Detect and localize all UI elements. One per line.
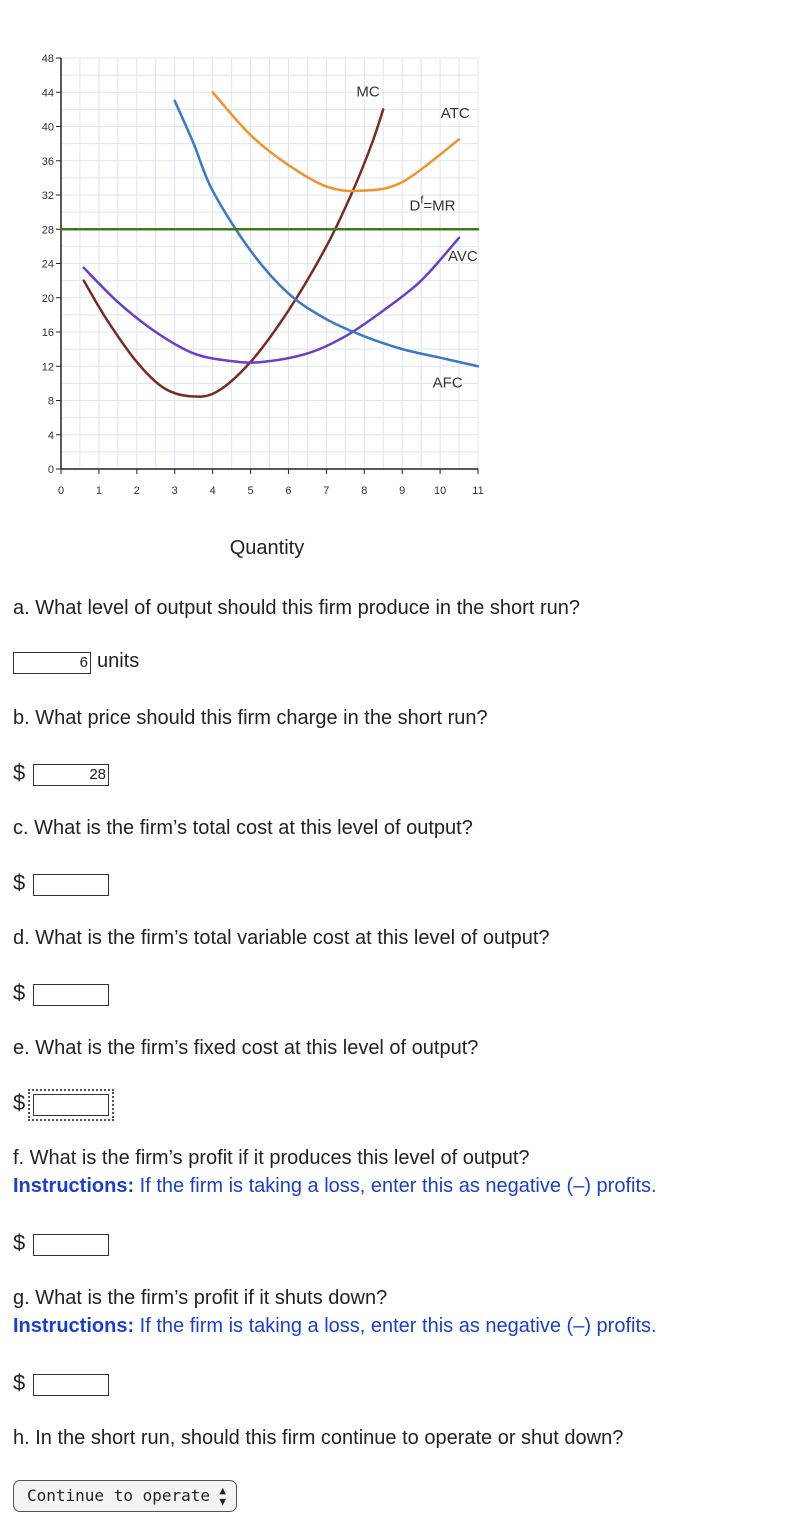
question-d: d. What is the firm’s total variable cost at this level of output? bbox=[13, 927, 550, 949]
question-b: b. What price should this firm charge in the short run? bbox=[13, 707, 488, 729]
answer-row-a bbox=[13, 650, 313, 678]
curve-label-mc: MC bbox=[356, 83, 380, 101]
y-tick-label: 44 bbox=[41, 87, 54, 100]
profit-shutdown-input[interactable] bbox=[33, 1374, 109, 1396]
y-tick-label: 8 bbox=[47, 395, 54, 408]
instructions-text: If the firm is taking a loss, enter this as negative (–) profits. bbox=[134, 1175, 657, 1197]
x-tick-label: 10 bbox=[433, 485, 447, 497]
answer-row-f bbox=[13, 1230, 313, 1258]
cost-curves-chart bbox=[0, 0, 800, 575]
answer-row-g bbox=[13, 1370, 313, 1398]
dollar-sign: $ bbox=[13, 980, 26, 1005]
instructions-label: Instructions: bbox=[13, 1315, 135, 1337]
x-tick-label: 8 bbox=[361, 485, 368, 497]
x-tick-label: 0 bbox=[57, 485, 65, 497]
series-atc bbox=[213, 92, 459, 191]
question-a: a. What level of output should this firm produce in the short run? bbox=[13, 597, 580, 619]
x-tick-label: 7 bbox=[323, 485, 330, 497]
y-tick-label: 24 bbox=[41, 258, 54, 271]
instructions-text: If the firm is taking a loss, enter this as negative (–) profits. bbox=[134, 1315, 657, 1337]
x-tick-label: 11 bbox=[472, 485, 484, 497]
question-f: f. What is the firm’s profit if it produces this level of output? bbox=[13, 1147, 530, 1169]
instructions-f bbox=[13, 1175, 657, 1198]
x-tick-label: 2 bbox=[133, 485, 140, 497]
dollar-sign: $ bbox=[13, 1230, 26, 1255]
answer-row-d bbox=[13, 980, 313, 1008]
dollar-sign: $ bbox=[13, 1370, 26, 1395]
chart-axes bbox=[42, 53, 484, 497]
profit-produce-input[interactable] bbox=[33, 1234, 109, 1256]
total-cost-input[interactable] bbox=[33, 874, 109, 896]
x-tick-label: 1 bbox=[95, 485, 102, 497]
question-h: h. In the short run, should this firm continue to operate or shut down? bbox=[13, 1427, 624, 1449]
y-tick-label: 48 bbox=[41, 53, 54, 65]
series-avc bbox=[84, 238, 459, 363]
y-tick-label: 28 bbox=[41, 224, 54, 237]
question-g: g. What is the firm’s profit if it shuts down? bbox=[13, 1287, 388, 1309]
answer-row-c bbox=[13, 870, 313, 898]
dollar-sign: $ bbox=[13, 870, 26, 895]
curve-label-df-mr: $D^f=MR$ bbox=[409, 194, 456, 215]
curve-label-afc: AFC bbox=[432, 374, 463, 392]
y-tick-label: 36 bbox=[41, 155, 54, 168]
answer-row-b bbox=[13, 760, 313, 788]
y-tick-label: 20 bbox=[41, 292, 54, 305]
x-axis-label: Quantity bbox=[229, 537, 305, 559]
y-tick-label: 40 bbox=[41, 121, 54, 134]
select-arrows-icon: ▲ ▼ bbox=[219, 1484, 226, 1508]
x-tick-label: 3 bbox=[171, 485, 178, 497]
series-mc bbox=[84, 109, 383, 396]
question-c: c. What is the firm’s total cost at this level of output? bbox=[13, 817, 473, 839]
curve-label-atc: ATC bbox=[440, 104, 470, 122]
y-tick-label: 4 bbox=[47, 429, 54, 442]
total-variable-cost-input[interactable] bbox=[33, 984, 109, 1006]
dollar-sign: $ bbox=[13, 1090, 26, 1115]
y-tick-label: 12 bbox=[41, 361, 54, 374]
x-tick-label: 4 bbox=[209, 485, 216, 497]
fixed-cost-input[interactable] bbox=[33, 1094, 109, 1116]
x-tick-label: 6 bbox=[285, 485, 292, 497]
select-value: Continue to operate bbox=[27, 1486, 211, 1505]
price-input[interactable]: 28 bbox=[33, 764, 109, 786]
y-tick-label: 16 bbox=[41, 327, 54, 339]
units-label: units bbox=[97, 650, 140, 672]
instructions-g bbox=[13, 1315, 657, 1338]
curve-label-avc: AVC bbox=[447, 247, 478, 265]
instructions-label: Instructions: bbox=[13, 1175, 135, 1197]
x-tick-label: 9 bbox=[399, 485, 406, 497]
x-tick-label: 5 bbox=[247, 485, 254, 497]
y-tick-label: 32 bbox=[41, 190, 54, 202]
chart-grid bbox=[61, 58, 478, 469]
y-tick-label: 0 bbox=[47, 464, 54, 476]
output-quantity-input[interactable]: 6 bbox=[13, 652, 91, 674]
answer-row-e bbox=[13, 1090, 313, 1118]
question-e: e. What is the firm’s fixed cost at this level of output? bbox=[13, 1037, 479, 1059]
operate-or-shutdown-select[interactable] bbox=[13, 1480, 237, 1512]
dollar-sign: $ bbox=[13, 760, 26, 785]
